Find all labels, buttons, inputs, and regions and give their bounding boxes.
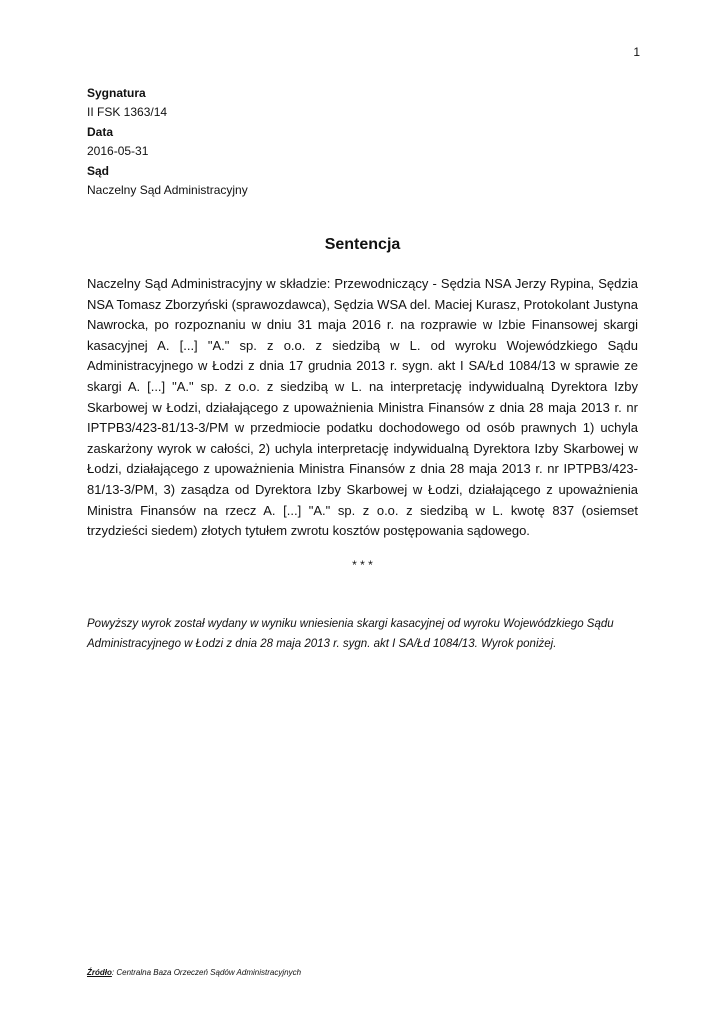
signature-label: Sygnatura [87, 86, 146, 100]
section-separator: * * * [352, 558, 373, 572]
date-value: 2016-05-31 [87, 144, 149, 159]
sentence-text: Naczelny Sąd Administracyjny w składzie: Przewodniczący - Sędzia NSA Jerzy Rypina, Sędzia NSA Tomasz Zborzyński (sprawozdawca), Sędzia WSA del. Maciej Kurasz, Protokolant Justyna Nawrocka, po rozpoznaniu w dniu 31 maja 2016 r. na rozprawie w Izbie Finansowej skargi kasacyjnej A. [...] "A." sp. z o.o. z siedzibą w L. od wyroku Wojewódzkiego Sądu Administracyjnego w Łodzi z dnia 17 grudnia 2013 r. sygn. akt I SA/Łd 1084/13 w sprawie ze skargi A. [...] "A." sp. z o.o. z siedzibą w L. na interpretację indywidualną Dyrektora Izby Skarbowej w Łodzi, działającego z upoważnienia Ministra Finansów z dnia 28 maja 2013 r. nr IPTPB3/423-81/13-3/PM w przedmiocie podatku dochodowego od osób prawnych 1) uchyla zaskarżony wyrok w całości, 2) uchyla interpretację indywidualną Dyrektora Izby Skarbowej w Łodzi, działającego z upoważnienia Ministra Finansów z dnia 28 maja 2013 r. nr IPTPB3/423-81/13-3/PM, 3) zasądza od Dyrektora Izby Skarbowej w Łodzi, działającego z upoważnienia Ministra Finansów na rzecz A. [...] "A." sp. z o.o. z siedzibą w L. kwotę 837 (osiemset trzydzieści siedem) złotych tytułem zwrotu kosztów postępowania sądowego. [87, 276, 638, 539]
source-label: Źródło [87, 968, 112, 977]
court-value: Naczelny Sąd Administracyjny [87, 183, 248, 198]
source-text: : Centralna Baza Orzeczeń Sądów Administracyjnych [111, 968, 302, 977]
date-label: Data [87, 124, 114, 139]
document-metadata [87, 84, 487, 200]
judgment-note: Powyższy wyrok został wydany w wyniku wniesienia skargi kasacyjnej od wyroku Wojewódzkiego Sądu Administracyjnego w Łodzi z dnia 28 maja 2013 r. sygn. akt I SA/Łd 1084/13. Wyrok poniżej. [87, 618, 614, 650]
court-label: Sąd [87, 163, 110, 178]
source-footer [87, 968, 638, 977]
page-number: 1 [633, 45, 640, 59]
section-heading: Sentencja [324, 236, 401, 253]
signature-value: II FSK 1363/14 [87, 105, 168, 120]
